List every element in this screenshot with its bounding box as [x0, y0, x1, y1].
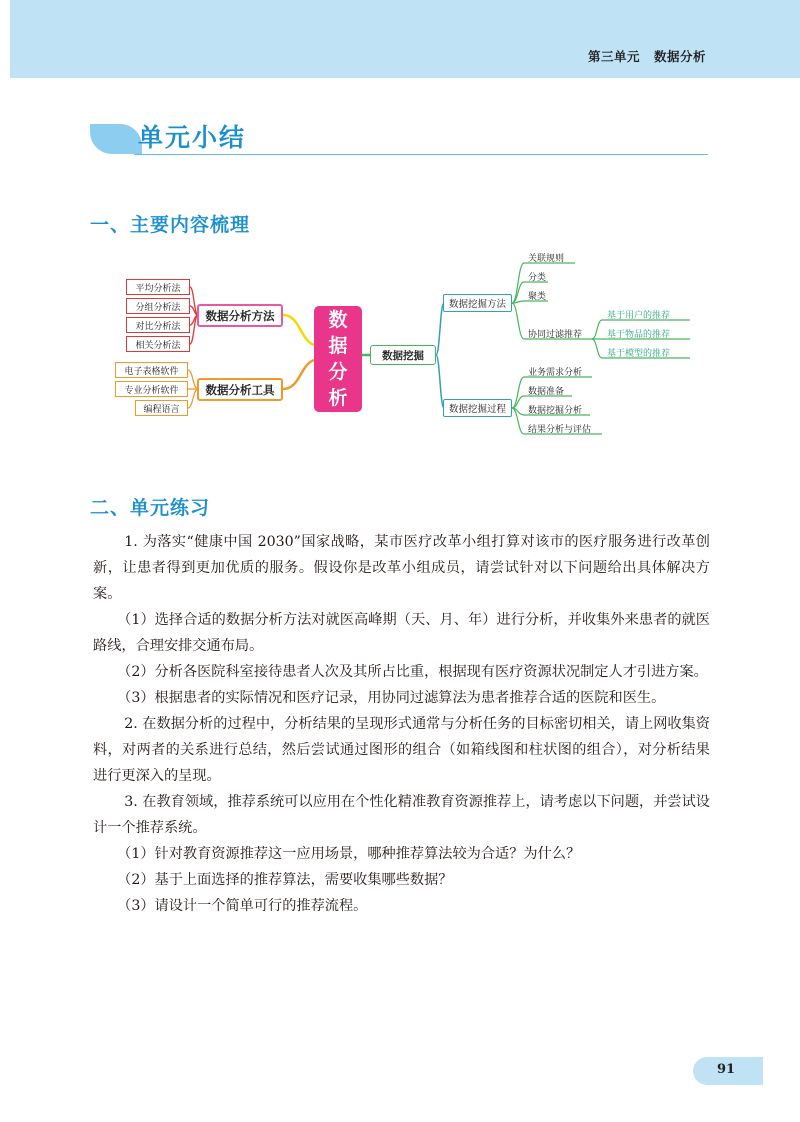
exercise-paragraph: （2）基于上面选择的推荐算法，需要收集哪些数据？ [117, 872, 453, 888]
method-average: 平均分析法 [126, 279, 190, 295]
data-analysis-methods-node: 数据分析方法 [197, 304, 283, 327]
exercise-paragraph: 1. 为落实“健康中国 2030”国家战略，某市医疗改革小组打算对该市的医疗服务进行改革创新，让患者得到更加优质的服务。假设你是改革小组成员，请尝试针对以下问题给出具体解决方案。 [93, 534, 710, 602]
exercise-paragraph: （3）请设计一个简单可行的推荐流程。 [117, 898, 368, 914]
process-requirements: 业务需求分析 [528, 368, 583, 378]
header-unit: 第三单元 [587, 49, 640, 64]
exercise-paragraph: 3. 在教育领域，推荐系统可以应用在个性化精准教育资源推荐上，请考虑以下问题，并尝试设计一个推荐系统。 [93, 794, 710, 836]
center-char-1: 数 [328, 309, 348, 331]
center-char-3: 分 [328, 361, 348, 383]
process-data-prep: 数据准备 [528, 387, 565, 397]
method-group: 分组分析法 [126, 298, 190, 314]
exercise-paragraph: （1）针对教育资源推荐这一应用场景，哪种推荐算法较为合适？为什么？ [117, 846, 581, 862]
center-char-2: 据 [328, 335, 348, 357]
exercise-paragraph: （2）分析各医院科室接待患者人次及其所占比重，根据现有医疗资源状况制定人才引进方案。 [117, 664, 708, 680]
mining-process-node: 数据挖掘过程 [443, 399, 512, 417]
header-title: 数据分析 [653, 49, 706, 64]
cf-user-based: 基于用户的推荐 [607, 311, 671, 321]
tool-professional-software: 专业分析软件 [115, 381, 188, 397]
data-analysis-center-node [314, 306, 362, 412]
tool-spreadsheet: 电子表格软件 [115, 362, 188, 378]
data-analysis-tools-node: 数据分析工具 [197, 378, 283, 401]
mining-method-collaborative-filtering: 协同过滤推荐 [528, 330, 583, 340]
section-2-title: 二、单元练习 [90, 497, 211, 519]
data-mining-node: 数据挖掘 [370, 345, 436, 365]
method-compare: 对比分析法 [126, 317, 190, 333]
mining-methods-node: 数据挖掘方法 [443, 294, 512, 312]
section-1-title: 一、主要内容梳理 [90, 214, 251, 236]
exercise-paragraph: （3）根据患者的实际情况和医疗记录，用协同过滤算法为患者推荐合适的医院和医生。 [117, 690, 666, 706]
mining-method-classification: 分类 [528, 273, 547, 283]
page-title: 单元小结 [138, 123, 247, 152]
cf-model-based: 基于模型的推荐 [607, 349, 671, 359]
process-mining-analysis: 数据挖掘分析 [528, 406, 583, 416]
mining-method-association: 关联规则 [528, 254, 565, 264]
page-number: 91 [717, 1062, 736, 1077]
center-char-4: 析 [328, 387, 348, 409]
method-correlation: 相关分析法 [126, 336, 190, 352]
exercise-paragraph: （1）选择合适的数据分析方法对就医高峰期（天、月、年）进行分析，并收集外来患者的就医路线，合理安排交通布局。 [93, 612, 710, 654]
exercise-list [93, 529, 710, 919]
process-evaluation: 结果分析与评估 [528, 425, 592, 435]
exercise-paragraph: 2. 在数据分析的过程中，分析结果的呈现形式通常与分析任务的目标密切相关，请上网收集资料，对两者的关系进行总结，然后尝试通过图形的组合（如箱线图和柱状图的组合），对分析结果进行更深入的呈现。 [93, 716, 710, 784]
mining-method-clustering: 聚类 [528, 292, 547, 302]
cf-item-based: 基于物品的推荐 [607, 330, 671, 340]
tool-programming-language: 编程语言 [135, 400, 188, 416]
